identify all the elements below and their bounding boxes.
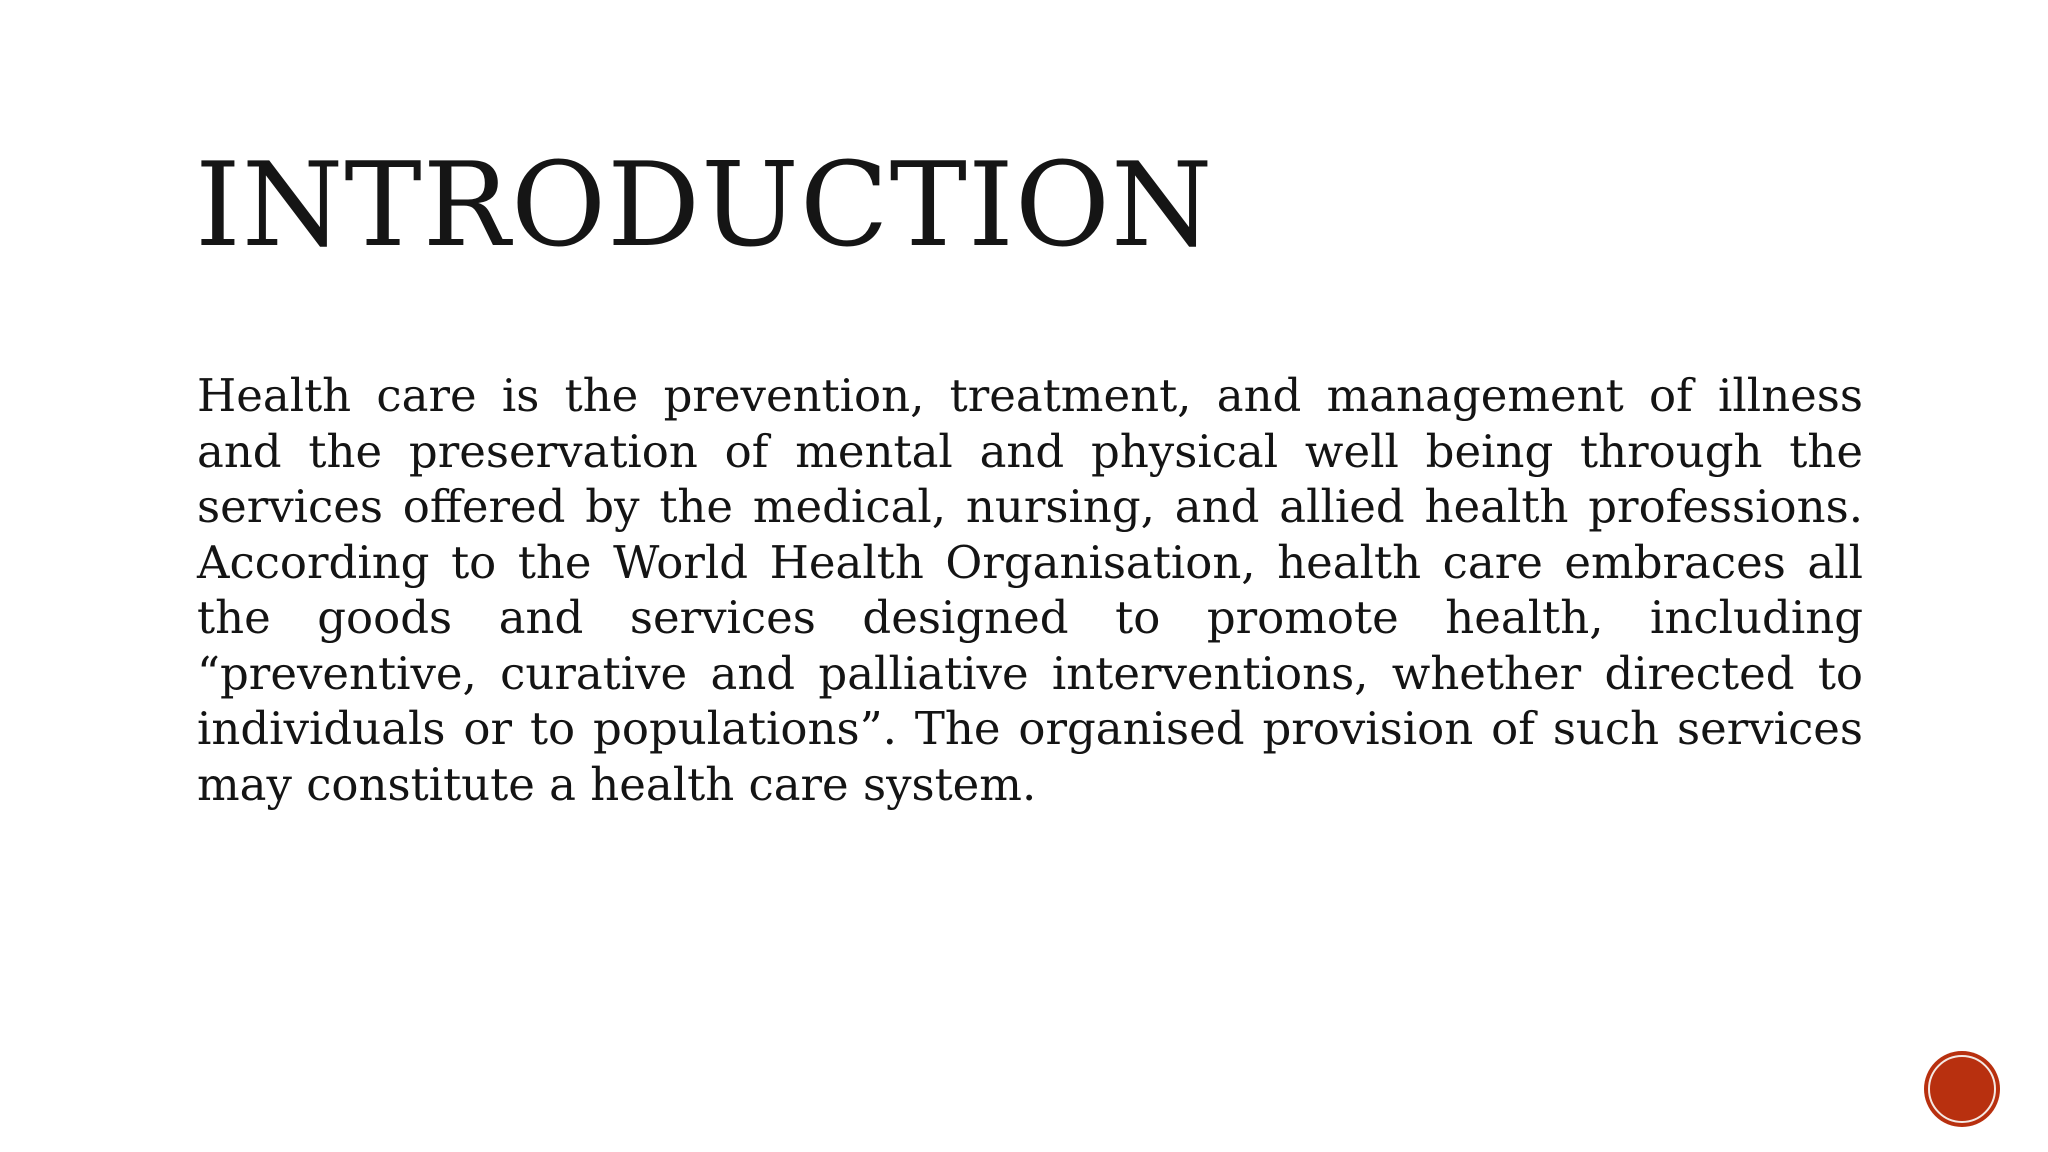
slide-marker-circle <box>1924 1051 2000 1127</box>
slide-marker-ring <box>1928 1055 1996 1123</box>
slide-body-text: Health care is the prevention, treatment, and management of illness and the preservation of mental and physical well being through the services offered by the medical, nursing, and allied health professions. According to the World Health Organisation, health care embraces all the goods and services designed to promote health, including “preventive, curative and palliative interventions, whether directed to individuals or to populations”. The organised provision of such services may constitute a health care system. <box>197 369 1863 811</box>
slide-title: INTRODUCTION <box>195 138 1214 273</box>
